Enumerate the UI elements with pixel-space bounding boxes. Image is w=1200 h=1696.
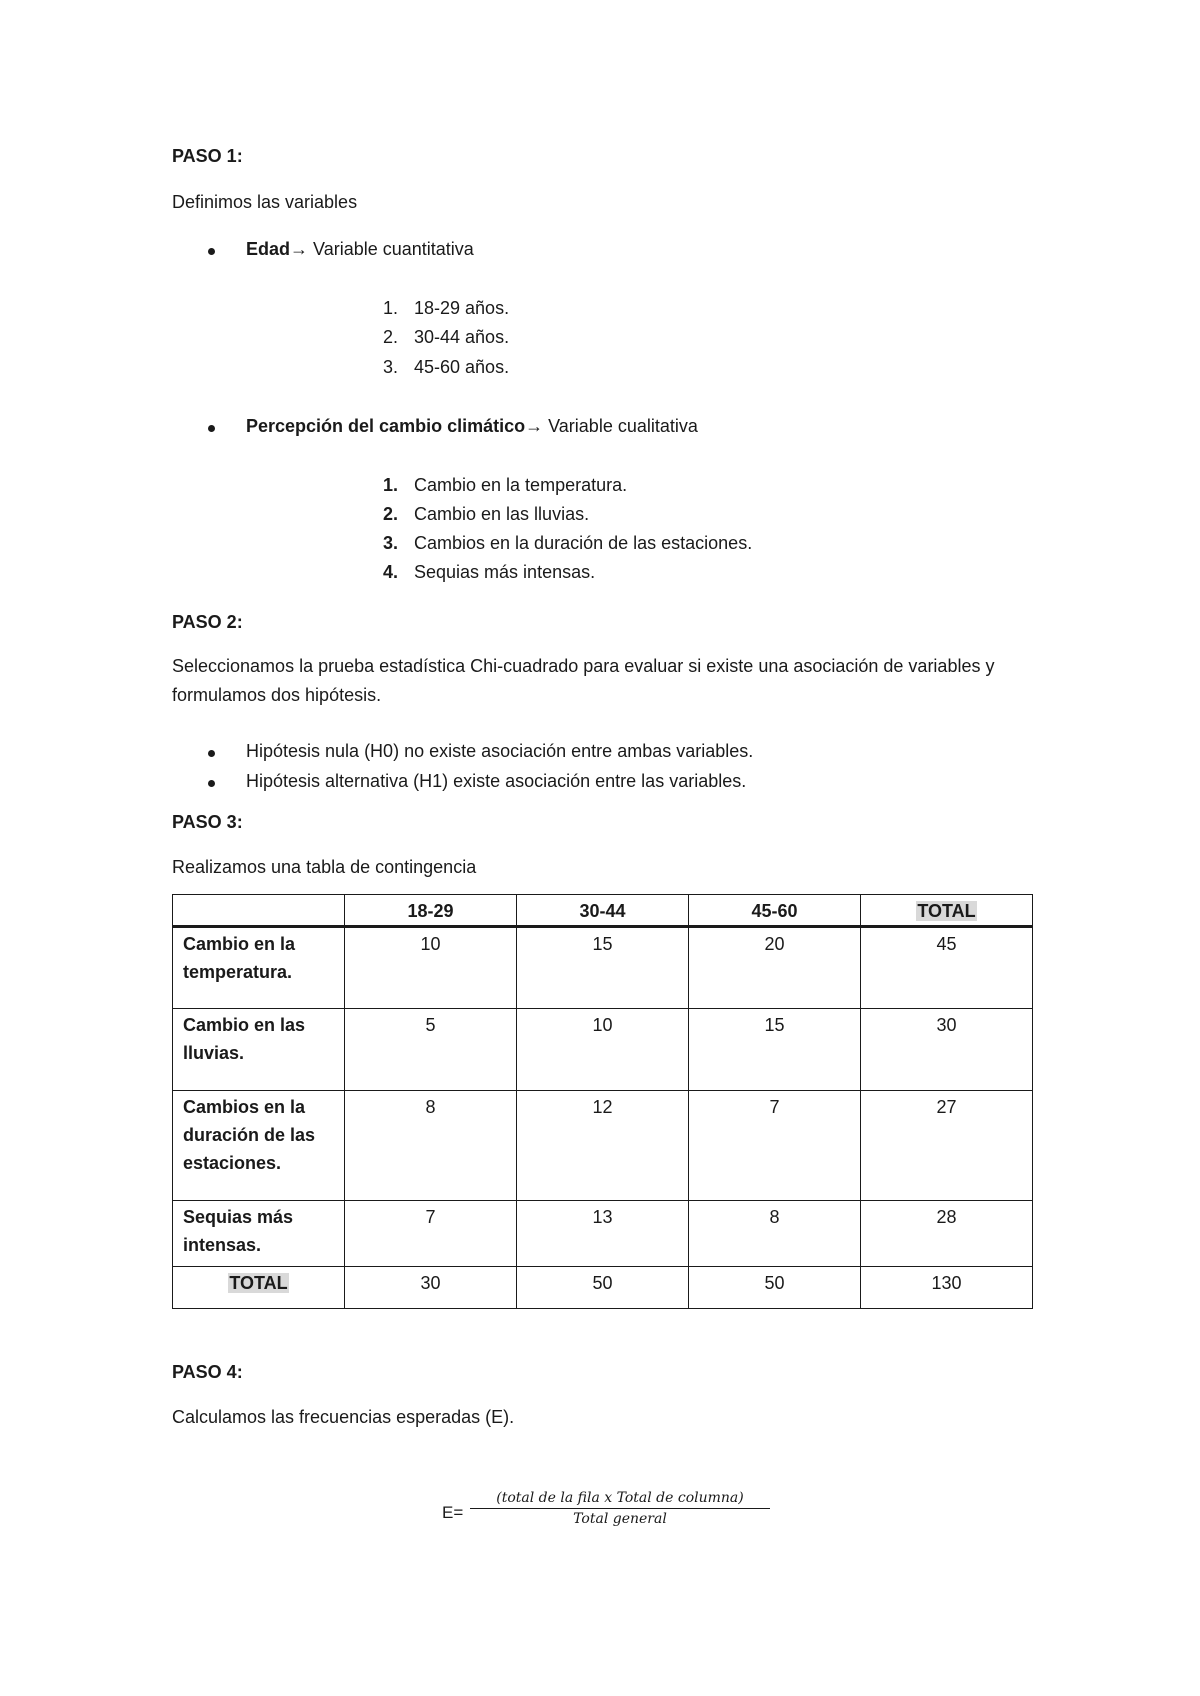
list-item: Cambio en las lluvias.	[414, 504, 590, 524]
list-item: Cambio en la temperatura.	[414, 475, 628, 495]
list-item: 18-29 años.	[414, 298, 510, 318]
table-cell: 7	[345, 1201, 517, 1267]
table-cell: 20	[689, 927, 861, 1009]
table-cell: 10	[517, 1009, 689, 1091]
table-cell: 8	[345, 1091, 517, 1201]
list-number: 4.	[382, 562, 398, 582]
formula-fraction	[470, 1490, 770, 1527]
table-cell: 30	[861, 1009, 1033, 1091]
paso3-heading: PASO 3:	[172, 812, 243, 832]
table-cell: 45	[861, 927, 1033, 1009]
bullet-dot	[208, 248, 215, 255]
paso4-heading: PASO 4:	[172, 1362, 243, 1382]
table-cell: 12	[517, 1091, 689, 1201]
table-cell: 8	[689, 1201, 861, 1267]
variable-percepcion-label: Percepción del cambio climático	[246, 416, 526, 436]
table-cell: 30	[345, 1267, 517, 1309]
row-label: Cambio en las lluvias.	[173, 1009, 345, 1091]
header-cell	[173, 895, 345, 927]
list-number: 1.	[382, 298, 398, 318]
formula-lhs: E=	[442, 1503, 464, 1522]
row-label: Cambios en la duración de las estaciones.	[173, 1091, 345, 1201]
paso1-heading: PASO 1:	[172, 146, 243, 166]
contingency-table	[172, 894, 1033, 1309]
hipotesis-alternativa: Hipótesis alternativa (H1) existe asociación entre las variables.	[246, 771, 747, 791]
list-number: 2.	[382, 504, 398, 524]
total-header-highlight: TOTAL	[917, 901, 976, 921]
list-item: 30-44 años.	[414, 327, 510, 347]
paso2-heading: PASO 2:	[172, 612, 243, 632]
table-row	[173, 1201, 1033, 1267]
paso1-intro: Definimos las variables	[172, 192, 358, 212]
list-number: 2.	[382, 327, 398, 347]
paso3-intro: Realizamos una tabla de contingencia	[172, 857, 477, 877]
header-cell	[861, 895, 1033, 927]
variable-edad-line	[246, 239, 474, 260]
hipotesis-nula: Hipótesis nula (H0) no existe asociación entre ambas variables.	[246, 741, 754, 761]
list-number: 3.	[382, 357, 398, 377]
variable-edad-label: Edad	[246, 239, 291, 259]
list-number: 1.	[382, 475, 398, 495]
paso4-intro: Calculamos las frecuencias esperadas (E).	[172, 1407, 515, 1427]
header-cell: 30-44	[517, 895, 689, 927]
list-item: 45-60 años.	[414, 357, 510, 377]
bullet-dot	[208, 750, 215, 757]
row-label: Sequias más intensas.	[173, 1201, 345, 1267]
arrow-right-icon: →	[290, 239, 309, 259]
table-cell: 10	[345, 927, 517, 1009]
table-row	[173, 1009, 1033, 1091]
list-item: Sequias más intensas.	[414, 562, 596, 582]
table-row	[173, 1091, 1033, 1201]
table-cell: 15	[689, 1009, 861, 1091]
table-cell: 50	[689, 1267, 861, 1309]
variable-percepcion-type: Variable cualitativa	[548, 416, 698, 436]
table-cell: 13	[517, 1201, 689, 1267]
list-number: 3.	[382, 533, 398, 553]
formula-numerator: (total de la fila x Total de columna)	[470, 1490, 770, 1509]
table-row-total	[173, 1267, 1033, 1309]
arrow-right-icon: →	[525, 416, 544, 436]
formula-denominator: Total general	[573, 1511, 667, 1527]
variable-edad-type: Variable cuantitativa	[313, 239, 474, 259]
header-cell: 45-60	[689, 895, 861, 927]
total-row-highlight: TOTAL	[229, 1273, 288, 1293]
table-cell: 7	[689, 1091, 861, 1201]
list-item: Cambios en la duración de las estaciones.	[414, 533, 753, 553]
table-cell: 27	[861, 1091, 1033, 1201]
table-cell: 15	[517, 927, 689, 1009]
header-cell: 18-29	[345, 895, 517, 927]
table-header-row	[173, 895, 1033, 927]
table-cell: 50	[517, 1267, 689, 1309]
row-label	[173, 1267, 345, 1309]
table-row	[173, 927, 1033, 1009]
variable-percepcion-line	[246, 416, 698, 437]
table-cell: 28	[861, 1201, 1033, 1267]
row-label: Cambio en la temperatura.	[173, 927, 345, 1009]
table-cell: 130	[861, 1267, 1033, 1309]
bullet-dot	[208, 780, 215, 787]
table-cell: 5	[345, 1009, 517, 1091]
paso2-paragraph: Seleccionamos la prueba estadística Chi-cuadrado para evaluar si existe una asociación de variables y formulamos dos hipótesis.	[172, 656, 995, 705]
bullet-dot	[208, 425, 215, 432]
